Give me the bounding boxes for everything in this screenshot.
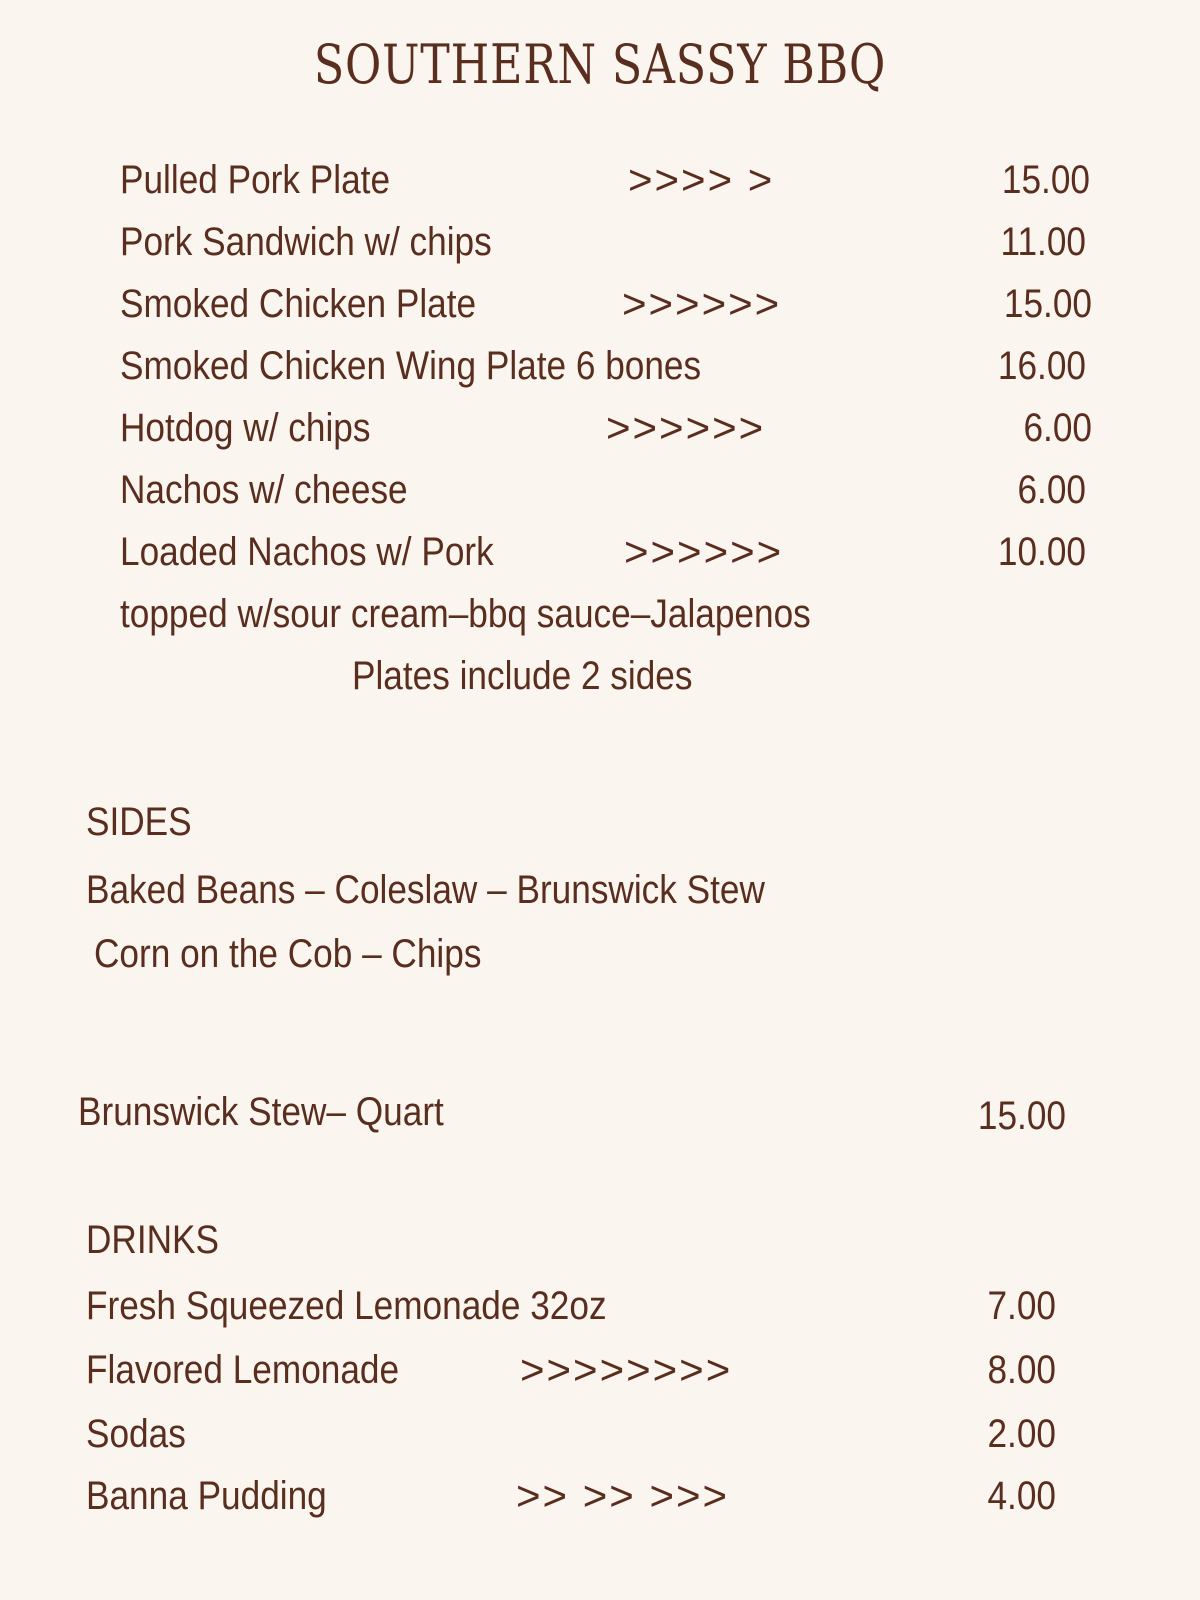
drink-item-price: 4.00 (987, 1474, 1056, 1518)
menu-item-arrows: >>>>>> (622, 280, 782, 327)
menu-item-arrows: >>>> > (628, 156, 775, 203)
menu-item-price: 6.00 (1023, 406, 1092, 450)
drink-item-price: 2.00 (987, 1412, 1056, 1456)
menu-item-price: 11.00 (1000, 220, 1086, 264)
menu-title: SOUTHERN SASSY BBQ (313, 33, 887, 96)
drink-item-name: Sodas (86, 1412, 186, 1456)
drink-item-arrows: >>>>>>>> (520, 1346, 733, 1393)
sides-line: Baked Beans – Coleslaw – Brunswick Stew (86, 868, 765, 912)
drinks-heading: DRINKS (86, 1218, 220, 1262)
menu-item-price: 6.00 (1017, 468, 1086, 512)
loaded-nachos-note: topped w/sour cream–bbq sauce–Jalapenos (120, 592, 811, 636)
menu-item-name: Hotdog w/ chips (120, 406, 371, 450)
menu-item-price: 15.00 (1001, 158, 1090, 202)
menu-item-price: 15.00 (1003, 282, 1092, 326)
menu-item-arrows: >>>>>> (606, 404, 766, 451)
sides-line: Corn on the Cob – Chips (94, 932, 482, 976)
menu-item-price: 10.00 (997, 530, 1086, 574)
menu-item-name: Smoked Chicken Wing Plate 6 bones (120, 344, 702, 388)
drink-item-name: Banna Pudding (86, 1474, 327, 1518)
drink-item-price: 8.00 (987, 1348, 1056, 1392)
drink-item-arrows: >> >> >>> (516, 1472, 730, 1519)
stew-name: Brunswick Stew– Quart (78, 1090, 444, 1134)
menu-item-name: Smoked Chicken Plate (120, 282, 477, 326)
menu-item-price: 16.00 (997, 344, 1086, 388)
plates-note: Plates include 2 sides (352, 654, 693, 698)
menu-item-name: Pulled Pork Plate (120, 158, 391, 202)
menu-item-arrows: >>>>>> (624, 528, 784, 575)
menu-item-name: Loaded Nachos w/ Pork (120, 530, 494, 574)
drink-item-name: Flavored Lemonade (86, 1348, 400, 1392)
menu-item-name: Pork Sandwich w/ chips (120, 220, 492, 264)
drink-item-name: Fresh Squeezed Lemonade 32oz (86, 1284, 607, 1328)
drink-item-price: 7.00 (987, 1284, 1056, 1328)
sides-heading: SIDES (86, 800, 192, 844)
stew-price: 15.00 (977, 1094, 1066, 1138)
menu-item-name: Nachos w/ cheese (120, 468, 408, 512)
